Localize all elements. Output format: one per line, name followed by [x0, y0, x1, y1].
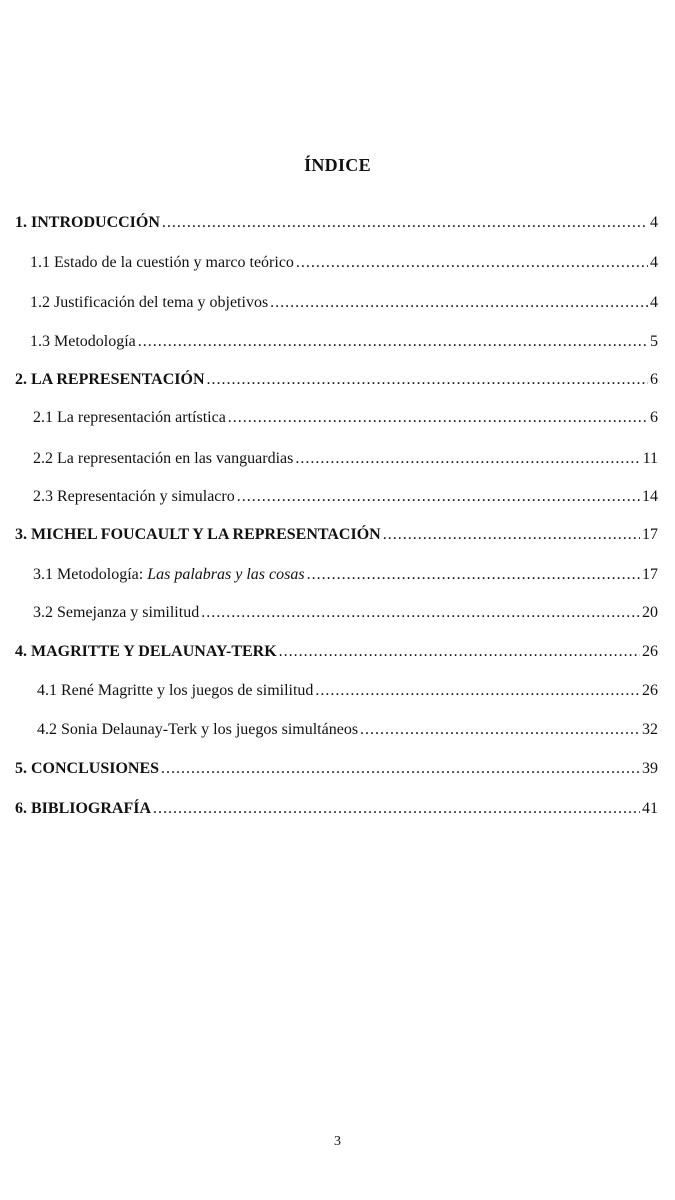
toc-entry-estado-cuestion[interactable]	[30, 253, 658, 273]
toc-entry-page: 17	[642, 526, 658, 543]
toc-entry-page: 17	[642, 566, 658, 583]
toc-leader	[383, 525, 640, 545]
toc-entry-metodologia-palabras[interactable]	[33, 565, 658, 585]
toc-leader	[270, 293, 648, 313]
toc-entry-label-italic: Las palabras y las cosas	[147, 566, 305, 583]
toc-entry-label	[33, 565, 305, 585]
toc-entry-metodologia[interactable]	[30, 332, 658, 352]
toc-entry-label: 2.1 La representación artística	[33, 409, 226, 426]
toc-leader	[153, 799, 640, 819]
toc-entry-page: 11	[642, 450, 658, 467]
toc-entry-page: 26	[642, 643, 658, 660]
toc-leader	[296, 253, 648, 273]
toc-entry-representacion-simulacro[interactable]	[33, 487, 658, 507]
toc-leader	[138, 332, 648, 352]
toc-entry-label: 2. LA REPRESENTACIÓN	[15, 371, 205, 388]
toc-leader	[228, 408, 648, 428]
page-title: ÍNDICE	[304, 155, 371, 175]
toc-entry-semejanza[interactable]	[33, 603, 658, 623]
toc-entry-label: 1.1 Estado de la cuestión y marco teórico	[30, 254, 294, 271]
toc-entry-conclusiones[interactable]	[15, 759, 658, 779]
toc-entry-justificacion[interactable]	[30, 293, 658, 313]
toc-entry-label: 3. MICHEL FOUCAULT Y LA REPRESENTACIÓN	[15, 526, 381, 543]
toc-entry-page: 4	[650, 214, 658, 231]
toc-leader	[295, 449, 640, 469]
toc-entry-label: 3.2 Semejanza y similitud	[33, 604, 200, 621]
toc-entry-label: 5. CONCLUSIONES	[15, 760, 160, 777]
toc-entry-magritte[interactable]	[37, 681, 658, 701]
toc-leader	[207, 370, 648, 390]
toc-entry-magritte-delaunay[interactable]	[15, 642, 658, 662]
toc-leader	[279, 642, 640, 662]
toc-entry-page: 4	[650, 294, 658, 311]
toc-entry-page: 39	[642, 760, 658, 777]
toc-entry-label: 4.1 René Magritte y los juegos de similitud	[37, 682, 314, 699]
toc-entry-label: 4. MAGRITTE Y DELAUNAY-TERK	[15, 643, 277, 660]
toc-entry-page: 5	[650, 333, 658, 350]
page-number: 3	[334, 1134, 341, 1149]
toc-entry-bibliografia[interactable]	[15, 799, 658, 819]
toc-entry-label: 1.2 Justificación del tema y objetivos	[30, 294, 269, 311]
toc-entry-page: 6	[650, 371, 658, 388]
toc-entry-label-prefix: 3.1 Metodología:	[33, 566, 148, 583]
table-of-contents	[0, 203, 675, 843]
toc-leader	[162, 213, 648, 233]
toc-leader	[360, 720, 640, 740]
toc-entry-page: 14	[642, 488, 658, 505]
toc-entry-page: 6	[650, 409, 658, 426]
toc-leader	[161, 759, 640, 779]
toc-leader	[307, 565, 640, 585]
toc-leader	[201, 603, 640, 623]
toc-leader	[237, 487, 640, 507]
toc-entry-label: 4.2 Sonia Delaunay-Terk y los juegos simultáneos	[37, 721, 359, 738]
toc-entry-page: 20	[642, 604, 658, 621]
toc-leader	[315, 681, 640, 701]
toc-entry-page: 26	[642, 682, 658, 699]
toc-entry-representacion-artistica[interactable]	[33, 408, 658, 428]
toc-entry-foucault[interactable]	[15, 525, 658, 545]
toc-entry-page: 4	[650, 254, 658, 271]
toc-entry-page: 41	[642, 800, 658, 817]
toc-entry-page: 32	[642, 721, 658, 738]
toc-entry-label: 2.2 La representación en las vanguardias	[33, 450, 294, 467]
toc-entry-label: 1.3 Metodología	[30, 333, 136, 350]
toc-entry-introduccion[interactable]	[15, 213, 658, 233]
toc-entry-label: 2.3 Representación y simulacro	[33, 488, 235, 505]
toc-entry-representacion[interactable]	[15, 370, 658, 390]
toc-entry-delaunay[interactable]	[37, 720, 658, 740]
toc-entry-label: 1. INTRODUCCIÓN	[15, 214, 160, 231]
toc-entry-label: 6. BIBLIOGRAFÍA	[15, 800, 152, 817]
toc-entry-representacion-vanguardias[interactable]	[33, 449, 658, 469]
